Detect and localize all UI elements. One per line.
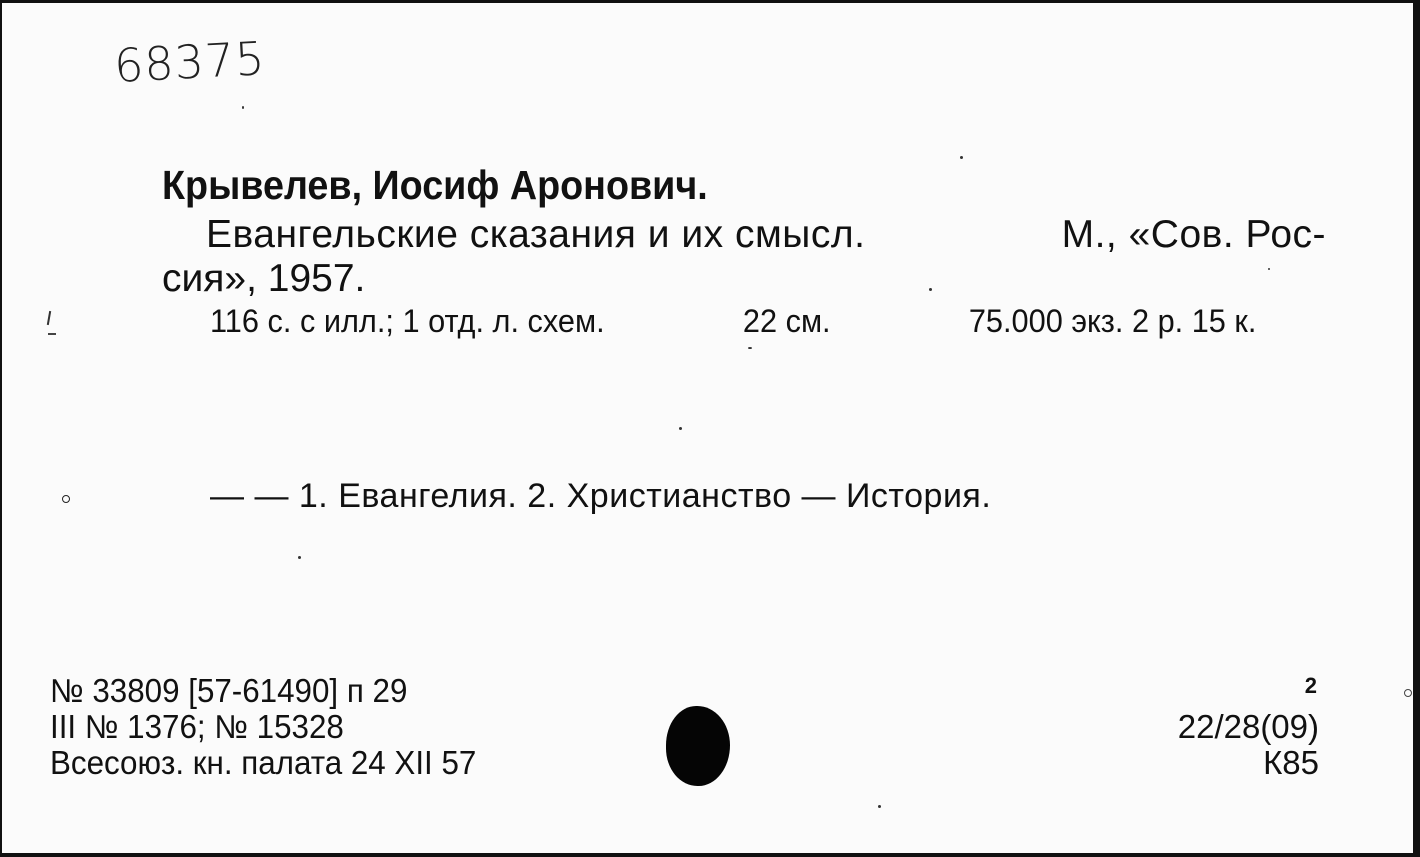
publisher-year: сия», 1957. <box>162 257 366 300</box>
accession-number: 68375 <box>112 31 267 93</box>
extent-size: 22 см. <box>742 303 831 339</box>
extent-pages: 116 с. с илл.; 1 отд. л. схем. <box>210 303 605 339</box>
title-line <box>206 215 1326 254</box>
classification-top-mark: 2 <box>1304 673 1317 698</box>
print-run-price: 75.000 экз. 2 р. 15 к. <box>968 303 1257 339</box>
dust-speck <box>242 106 244 109</box>
book-title: Евангельские сказания и их смысл. <box>206 213 866 256</box>
physical-description <box>210 305 1256 337</box>
imprint-line-1: № 33809 [57-61490] п 29 <box>50 672 408 709</box>
dust-speck <box>679 427 682 430</box>
dust-speck <box>1268 268 1270 270</box>
margin-circle-mark-right <box>1404 689 1412 697</box>
imprint-line-3: Всесоюз. кн. палата 24 XII 57 <box>50 744 477 781</box>
dust-speck <box>960 156 963 159</box>
author-mark: К85 <box>1263 744 1319 781</box>
dust-speck <box>748 347 752 349</box>
margin-circle-mark <box>62 495 70 503</box>
dust-speck <box>929 288 932 291</box>
margin-dash-mark <box>48 333 56 335</box>
dust-speck <box>298 556 301 559</box>
dust-speck <box>878 805 881 808</box>
margin-tick-mark <box>47 311 51 325</box>
subject-headings: — — 1. Евангелия. 2. Христианство — История. <box>210 477 992 515</box>
publisher-place: М., «Сов. Рос- <box>1061 213 1326 256</box>
punch-hole <box>666 706 730 786</box>
author-heading: Крывелев, Иосиф Аронович. <box>162 162 708 208</box>
imprint-line-2: III № 1376; № 15328 <box>50 708 344 745</box>
classification-code: 22/28(09) <box>1177 708 1319 745</box>
